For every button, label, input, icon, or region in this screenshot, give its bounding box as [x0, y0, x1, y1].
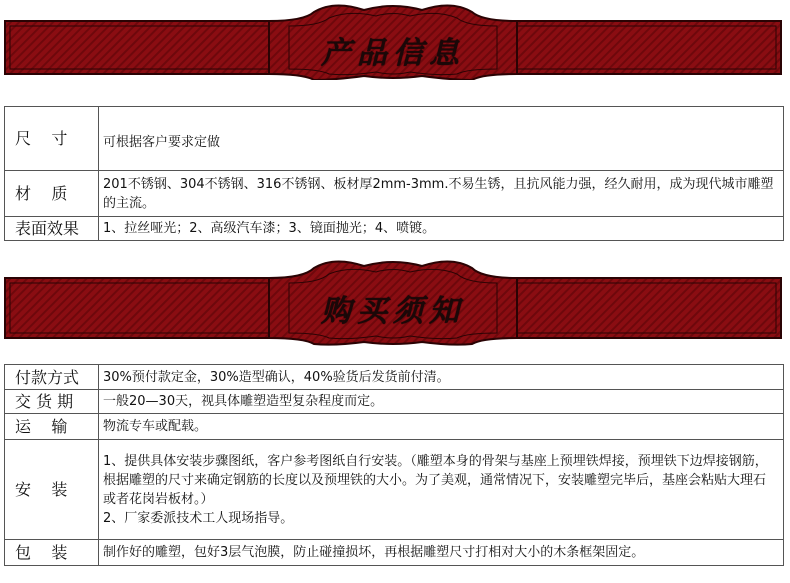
row-label: 运 输 [5, 414, 99, 440]
table-row [5, 440, 784, 540]
row-label: 包 装 [5, 540, 99, 566]
purchase-notes-table [4, 364, 784, 566]
table-row [5, 107, 784, 171]
row-label: 材 质 [5, 171, 99, 217]
row-value: 1、提供具体安装步骤图纸，客户参考图纸自行安装。（雕塑本身的骨架与基座上预埋铁焊接，预埋铁下边焊接钢筋，根据雕塑的尺寸来确定钢筋的长度以及预埋铁的大小。为了美观，通常情况下，安装雕塑完毕后，基座会粘贴大理石或者花岗岩板材。） 2、厂家委派技术工人现场指导。 [99, 440, 784, 540]
row-label: 安 装 [5, 440, 99, 540]
row-value: 可根据客户要求定做 [99, 107, 784, 171]
row-value: 201不锈钢、304不锈钢、316不锈钢、板材厚2mm-3mm.不易生锈，且抗风能力强，经久耐用，成为现代城市雕塑的主流。 [99, 171, 784, 217]
table-row [5, 390, 784, 414]
banner-title: 产品信息 [321, 36, 465, 71]
row-value: 1、拉丝哑光；2、高级汽车漆；3、镜面抛光；4、喷镀。 [99, 217, 784, 241]
table-row [5, 365, 784, 390]
table-row [5, 540, 784, 566]
table-row [5, 217, 784, 241]
row-label: 尺 寸 [5, 107, 99, 171]
table-row [5, 414, 784, 440]
banner-product-info [4, 2, 782, 80]
row-value: 制作好的雕塑，包好3层气泡膜，防止碰撞损坏，再根据雕塑尺寸打相对大小的木条框架固定。 [99, 540, 784, 566]
row-label: 付款方式 [5, 365, 99, 390]
row-value: 30%预付款定金，30%造型确认，40%验货后发货前付清。 [99, 365, 784, 390]
banner-purchase-notes [4, 258, 782, 346]
row-label: 表面效果 [5, 217, 99, 241]
row-value: 一般20—30天，视具体雕塑造型复杂程度而定。 [99, 390, 784, 414]
banner-title: 购买须知 [321, 294, 465, 329]
row-label: 交 货 期 [5, 390, 99, 414]
row-value: 物流专车或配载。 [99, 414, 784, 440]
table-row [5, 171, 784, 217]
product-info-table [4, 106, 784, 241]
